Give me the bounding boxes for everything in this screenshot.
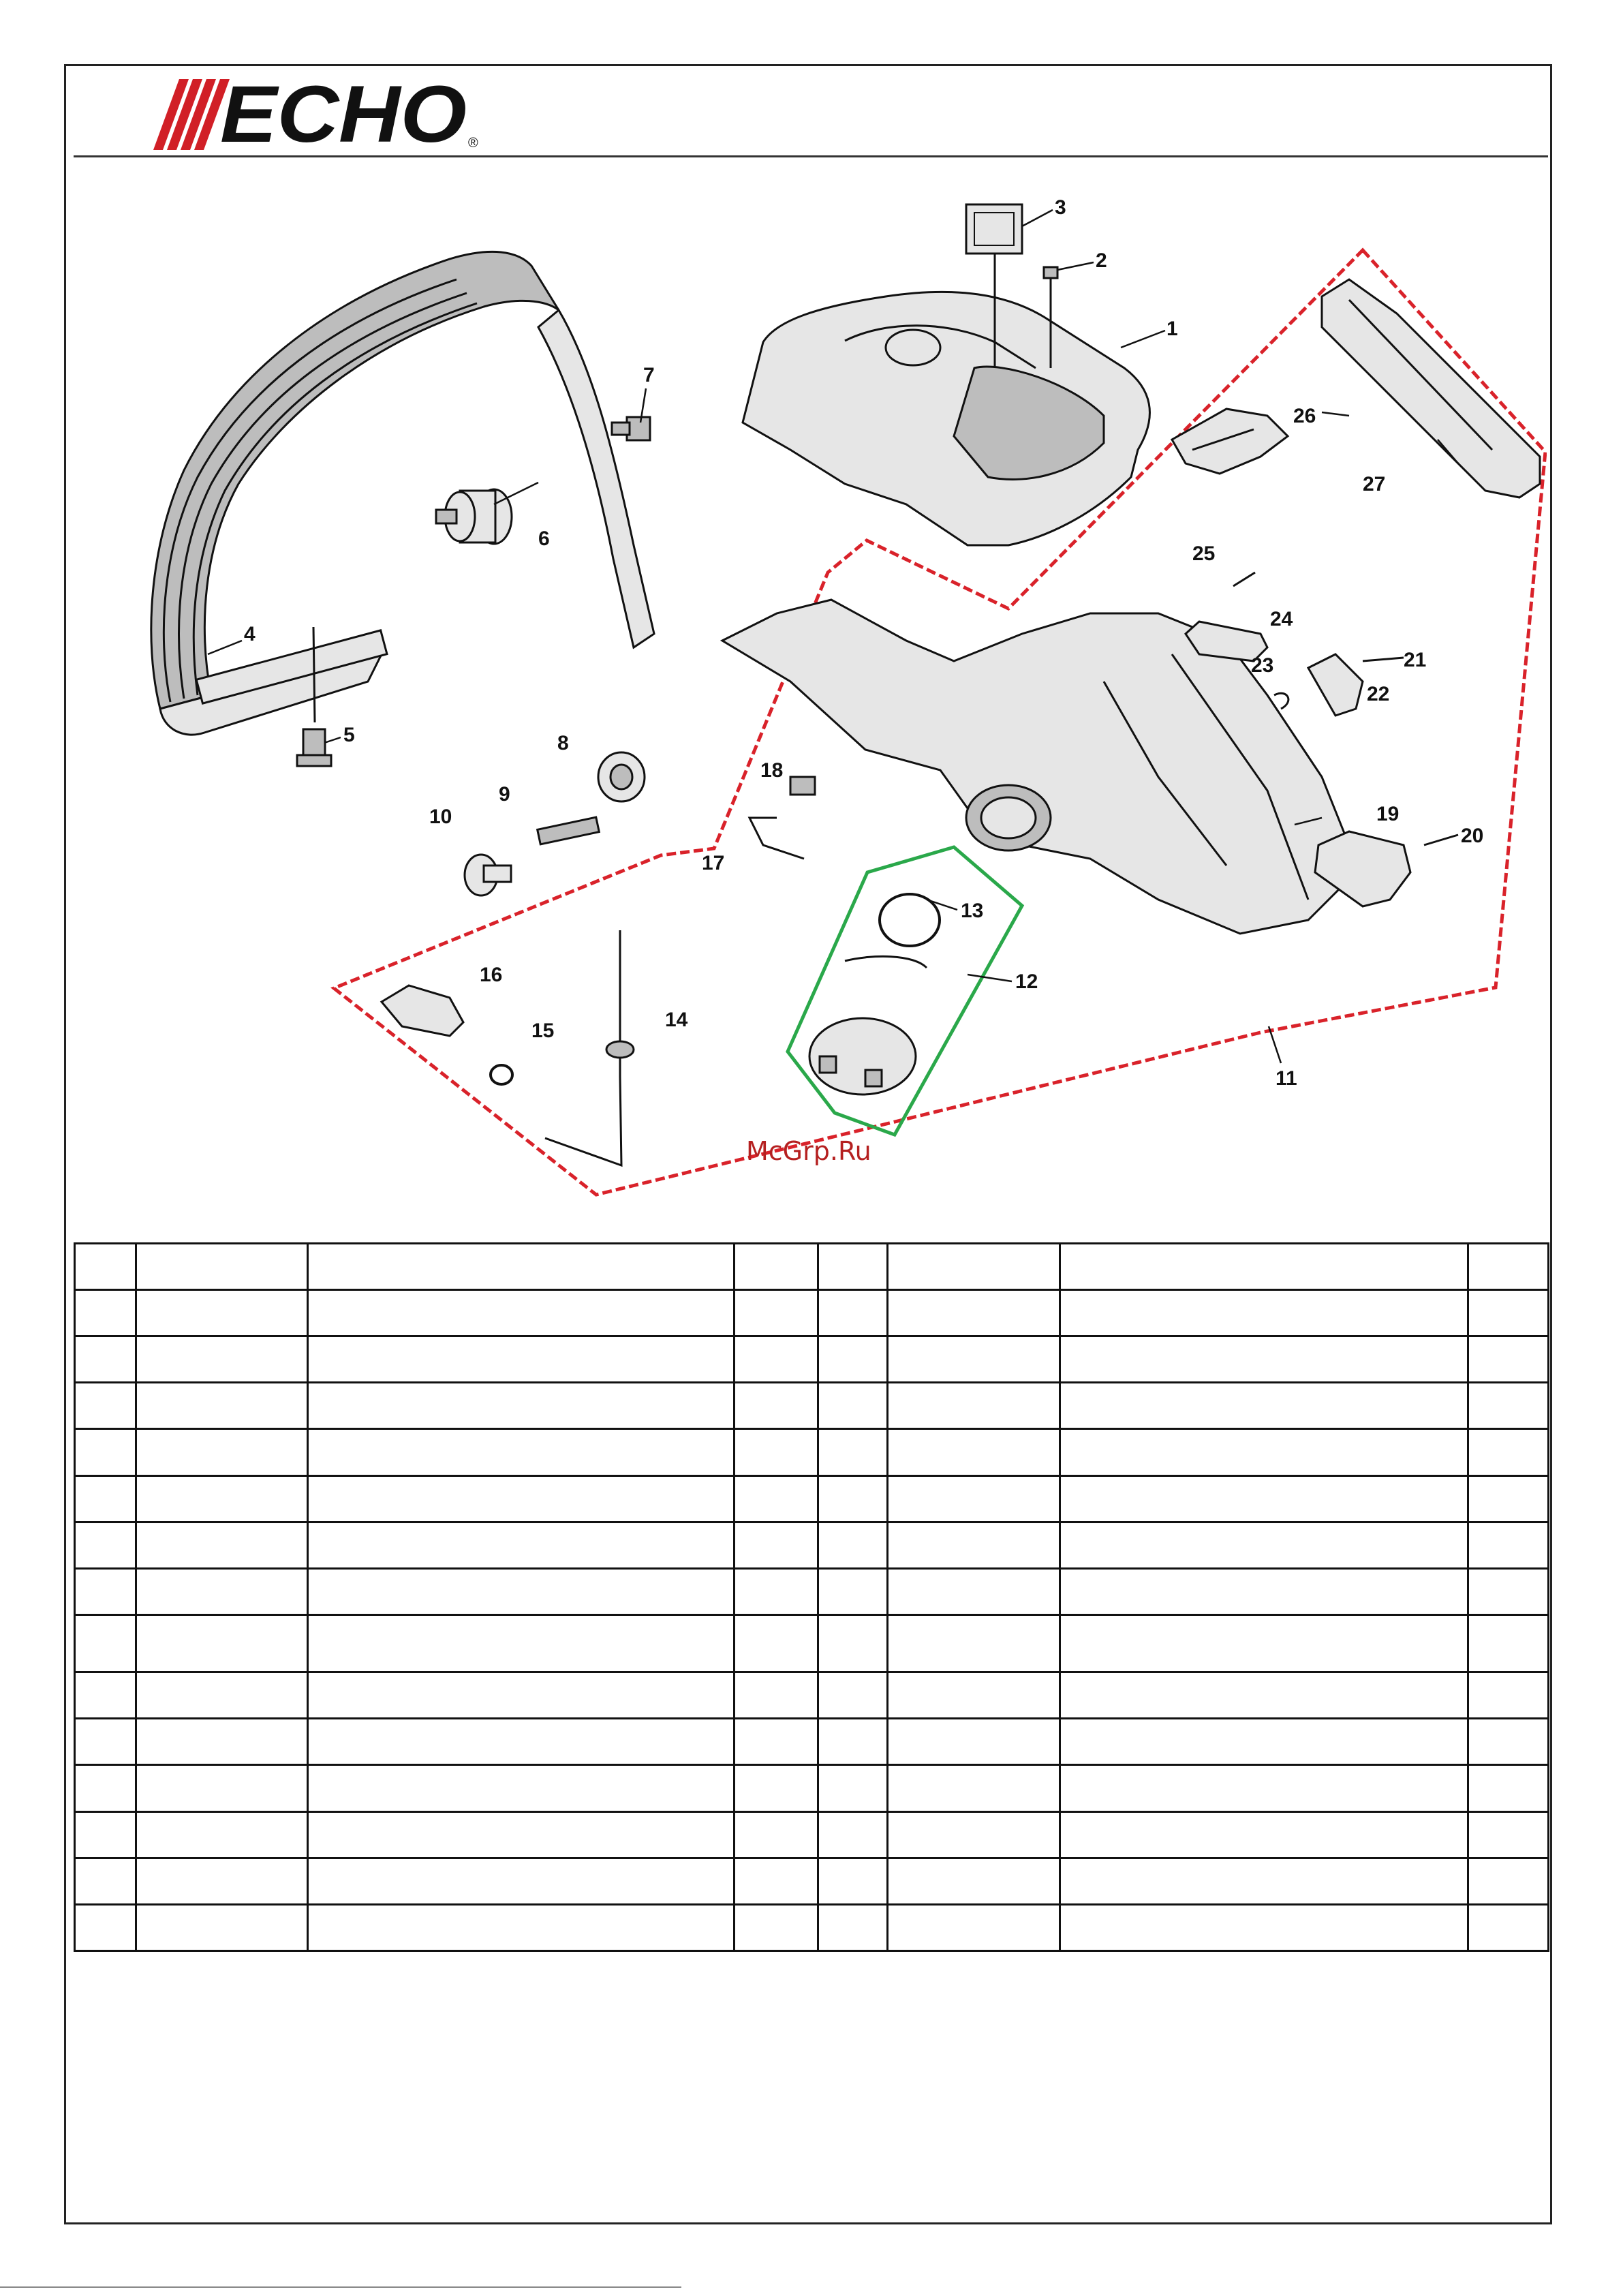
hose-parts-17-18 (749, 777, 815, 859)
table-row (75, 1858, 1549, 1904)
table-cell (308, 1290, 735, 1336)
table-cell (1060, 1904, 1468, 1950)
table-cell (308, 1719, 735, 1765)
callout-8: 8 (557, 732, 569, 754)
table-cell (136, 1475, 308, 1522)
callout-24: 24 (1270, 608, 1293, 630)
table-cell (735, 1383, 818, 1429)
callout-7: 7 (643, 364, 655, 386)
table-cell (888, 1290, 1060, 1336)
table-cell (735, 1811, 818, 1858)
table-cell (308, 1765, 735, 1811)
table-cell (888, 1429, 1060, 1475)
table-cell (818, 1336, 888, 1383)
table-cell (1468, 1614, 1549, 1672)
table-cell (735, 1244, 818, 1290)
table-cell (308, 1336, 735, 1383)
table-cell (136, 1383, 308, 1429)
callout-26: 26 (1293, 405, 1316, 427)
table-cell (1060, 1858, 1468, 1904)
table-cell (136, 1811, 308, 1858)
table-cell (1468, 1290, 1549, 1336)
table-cell (136, 1429, 308, 1475)
table-cell (1468, 1811, 1549, 1858)
callout-15: 15 (531, 1020, 555, 1042)
table-cell (75, 1614, 136, 1672)
table-cell (75, 1429, 136, 1475)
table-cell (735, 1568, 818, 1614)
callout-27: 27 (1363, 473, 1386, 495)
table-cell (1060, 1475, 1468, 1522)
callout-4: 4 (244, 623, 256, 645)
callout-23: 23 (1251, 654, 1274, 677)
table-cell (1468, 1244, 1549, 1290)
callout-13: 13 (961, 900, 984, 922)
table-cell (818, 1383, 888, 1429)
table-cell (735, 1475, 818, 1522)
watermark: McGrp.Ru (746, 1136, 871, 1166)
table-cell (136, 1858, 308, 1904)
table-cell (136, 1614, 308, 1672)
table-cell (136, 1568, 308, 1614)
table-cell (75, 1336, 136, 1383)
table-cell (1468, 1522, 1549, 1568)
table-cell (75, 1672, 136, 1719)
table-cell (308, 1429, 735, 1475)
table-row (75, 1568, 1549, 1614)
callout-18: 18 (760, 759, 784, 782)
table-cell (75, 1568, 136, 1614)
table-cell (735, 1614, 818, 1672)
table-cell (75, 1811, 136, 1858)
table-row (75, 1290, 1549, 1336)
table-cell (1468, 1672, 1549, 1719)
table-cell (888, 1765, 1060, 1811)
table-cell (818, 1244, 888, 1290)
registered-mark: ® (468, 136, 478, 151)
table-cell (818, 1904, 888, 1950)
table-cell (735, 1336, 818, 1383)
callout-25: 25 (1192, 542, 1216, 565)
table-cell (1468, 1475, 1549, 1522)
callout-6: 6 (538, 527, 550, 550)
anti-vibration-mount-6 (436, 489, 512, 544)
tube-parts-14-16 (382, 930, 634, 1165)
table-cell (1060, 1614, 1468, 1672)
table-cell (735, 1765, 818, 1811)
table-cell (888, 1719, 1060, 1765)
callout-14: 14 (665, 1009, 688, 1031)
table-cell (75, 1244, 136, 1290)
cover-plate-19 (1315, 831, 1458, 906)
subgroup-outline-12 (788, 847, 1022, 1135)
table-cell (1468, 1765, 1549, 1811)
echo-logo (140, 74, 491, 154)
table-cell (888, 1904, 1060, 1950)
table-cell (75, 1383, 136, 1429)
table-cell (136, 1765, 308, 1811)
table-row (75, 1429, 1549, 1475)
table-cell (308, 1858, 735, 1904)
table-cell (75, 1719, 136, 1765)
table-cell (818, 1811, 888, 1858)
table-row (75, 1522, 1549, 1568)
table-cell (1468, 1568, 1549, 1614)
table-cell (75, 1290, 136, 1336)
table-cell (308, 1672, 735, 1719)
clip-26 (1172, 409, 1288, 474)
table-cell (735, 1429, 818, 1475)
table-cell (1060, 1336, 1468, 1383)
table-cell (308, 1522, 735, 1568)
table-cell (818, 1719, 888, 1765)
table-cell (735, 1290, 818, 1336)
table-row (75, 1475, 1549, 1522)
table-cell (75, 1522, 136, 1568)
table-cell (308, 1568, 735, 1614)
table-cell (1060, 1719, 1468, 1765)
callout-11: 11 (1276, 1067, 1297, 1090)
table-row (75, 1614, 1549, 1672)
callout-10: 10 (429, 806, 452, 828)
table-cell (888, 1383, 1060, 1429)
table-cell (818, 1672, 888, 1719)
callout-21: 21 (1404, 649, 1427, 671)
table-header-row (75, 1244, 1549, 1290)
exploded-parts-diagram (68, 164, 1547, 1213)
table-cell (308, 1475, 735, 1522)
table-cell (1060, 1568, 1468, 1614)
table-cell (818, 1568, 888, 1614)
table-cell (888, 1568, 1060, 1614)
table-cell (1060, 1429, 1468, 1475)
table-cell (1060, 1244, 1468, 1290)
table-cell (1060, 1383, 1468, 1429)
table-cell (818, 1475, 888, 1522)
table-row (75, 1383, 1549, 1429)
table-cell (308, 1811, 735, 1858)
table-cell (1060, 1765, 1468, 1811)
table-cell (136, 1904, 308, 1950)
table-cell (1060, 1522, 1468, 1568)
table-cell (136, 1244, 308, 1290)
logo-stripes (153, 79, 230, 150)
bolt-7 (612, 417, 650, 440)
table-cell (1468, 1719, 1549, 1765)
table-cell (818, 1858, 888, 1904)
parts-table (74, 1242, 1549, 1952)
callout-1: 1 (1166, 318, 1178, 340)
callout-22: 22 (1367, 683, 1390, 705)
table-row (75, 1765, 1549, 1811)
table-cell (75, 1904, 136, 1950)
top-cover-1 (743, 292, 1149, 545)
table-cell (1468, 1904, 1549, 1950)
table-cell (136, 1719, 308, 1765)
table-cell (75, 1765, 136, 1811)
callout-9: 9 (499, 783, 510, 806)
table-row (75, 1811, 1549, 1858)
table-cell (888, 1244, 1060, 1290)
table-cell (735, 1904, 818, 1950)
table-cell (888, 1811, 1060, 1858)
callout-5: 5 (343, 724, 355, 746)
table-cell (735, 1522, 818, 1568)
table-cell (308, 1904, 735, 1950)
table-cell (308, 1614, 735, 1672)
callout-17: 17 (702, 852, 725, 874)
table-row (75, 1672, 1549, 1719)
table-cell (75, 1475, 136, 1522)
header-rule (74, 155, 1548, 157)
table-cell (1468, 1336, 1549, 1383)
table-row (75, 1719, 1549, 1765)
table-cell (888, 1475, 1060, 1522)
table-cell (75, 1858, 136, 1904)
table-cell (888, 1858, 1060, 1904)
cap-assembly-12 (809, 894, 940, 1095)
logo-wordmark: ECHO (220, 74, 467, 154)
table-cell (735, 1719, 818, 1765)
table-cell (888, 1672, 1060, 1719)
table-cell (1468, 1429, 1549, 1475)
handle-cover-27 (1322, 279, 1540, 498)
table-cell (735, 1858, 818, 1904)
callout-12: 12 (1015, 970, 1038, 993)
footer-rule (0, 2286, 681, 2288)
table-cell (818, 1522, 888, 1568)
table-cell (888, 1336, 1060, 1383)
table-cell (308, 1383, 735, 1429)
table-cell (136, 1336, 308, 1383)
parts-table-body (75, 1244, 1549, 1951)
callout-19: 19 (1376, 803, 1400, 825)
table-row (75, 1904, 1549, 1950)
table-cell (888, 1522, 1060, 1568)
table-cell (818, 1765, 888, 1811)
callout-20: 20 (1461, 825, 1484, 847)
table-cell (1060, 1672, 1468, 1719)
table-cell (1468, 1858, 1549, 1904)
table-row (75, 1336, 1549, 1383)
table-cell (136, 1290, 308, 1336)
table-cell (136, 1522, 308, 1568)
table-cell (888, 1614, 1060, 1672)
callout-16: 16 (480, 964, 503, 986)
table-cell (818, 1614, 888, 1672)
table-cell (818, 1429, 888, 1475)
callout-3: 3 (1055, 196, 1066, 219)
table-cell (136, 1672, 308, 1719)
callout-2: 2 (1096, 249, 1107, 272)
table-cell (735, 1672, 818, 1719)
table-cell (308, 1244, 735, 1290)
table-cell (1060, 1290, 1468, 1336)
table-cell (1468, 1383, 1549, 1429)
front-handle-bar (151, 251, 654, 735)
table-cell (818, 1290, 888, 1336)
table-cell (1060, 1811, 1468, 1858)
